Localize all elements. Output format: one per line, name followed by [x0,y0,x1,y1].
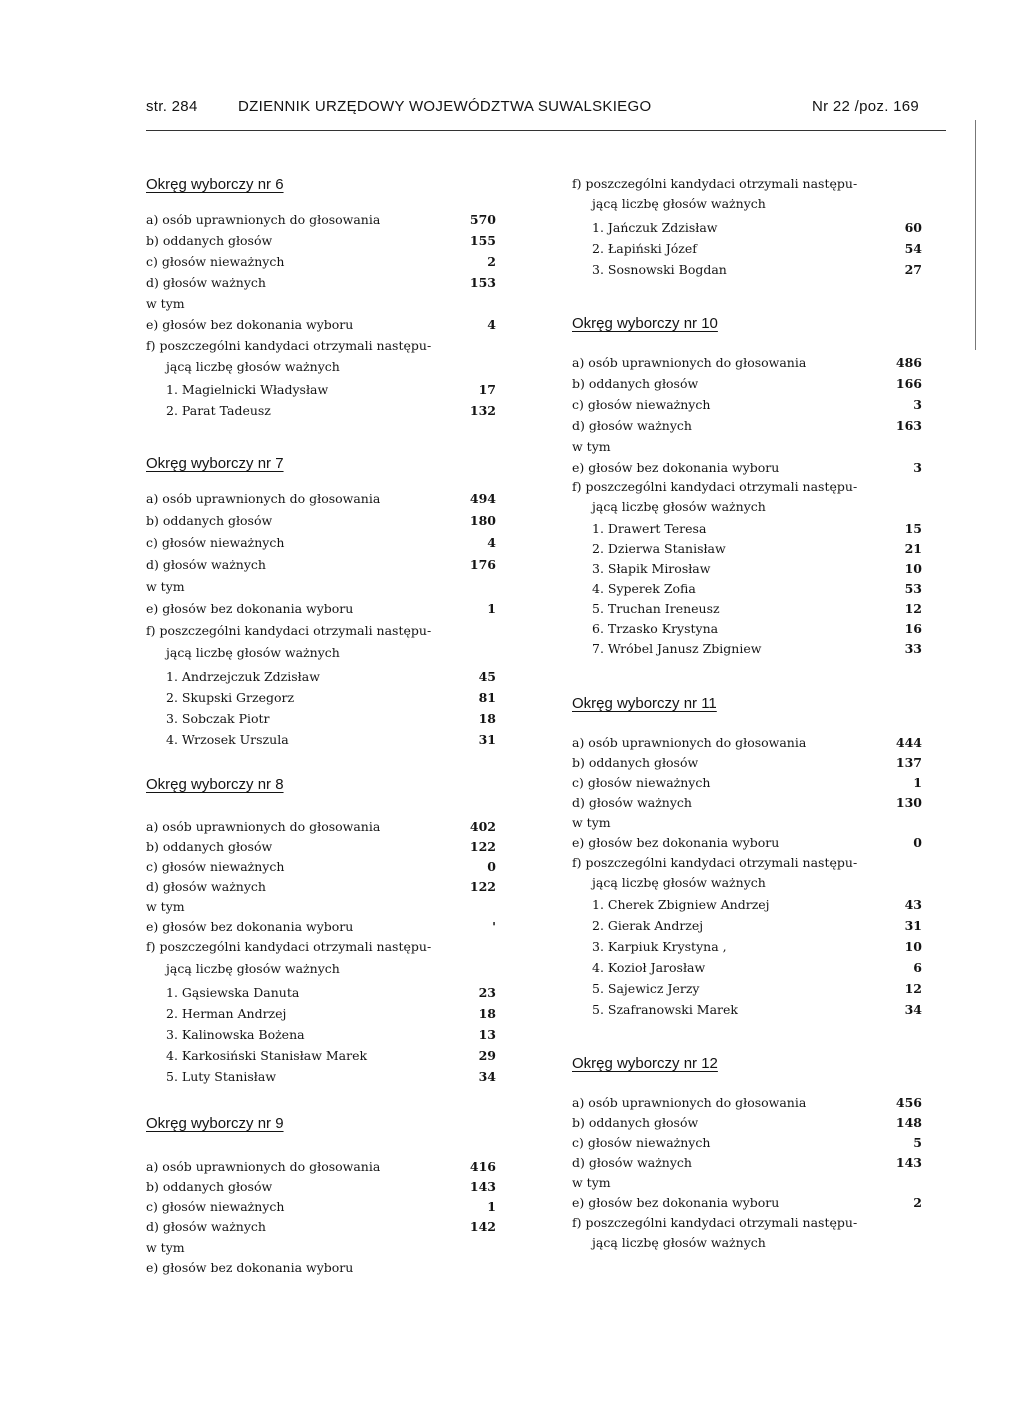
district-title: Okręg wyborczy nr 8 [146,776,284,793]
district-title: Okręg wyborczy nr 11 [572,695,717,712]
header-divider [146,130,946,131]
district-title: Okręg wyborczy nr 10 [572,315,718,332]
issue-number: Nr 22 /poz. 169 [812,98,920,115]
scan-edge-line [975,120,976,350]
district-title: Okręg wyborczy nr 7 [146,455,284,472]
page-number: str. 284 [146,98,198,115]
page-header [146,98,946,120]
journal-title: DZIENNIK URZĘDOWY WOJEWÓDZTWA SUWALSKIEGO [238,98,652,115]
district-title: Okręg wyborczy nr 6 [146,176,284,193]
district-title: Okręg wyborczy nr 12 [572,1055,718,1072]
district-title: Okręg wyborczy nr 9 [146,1115,284,1132]
